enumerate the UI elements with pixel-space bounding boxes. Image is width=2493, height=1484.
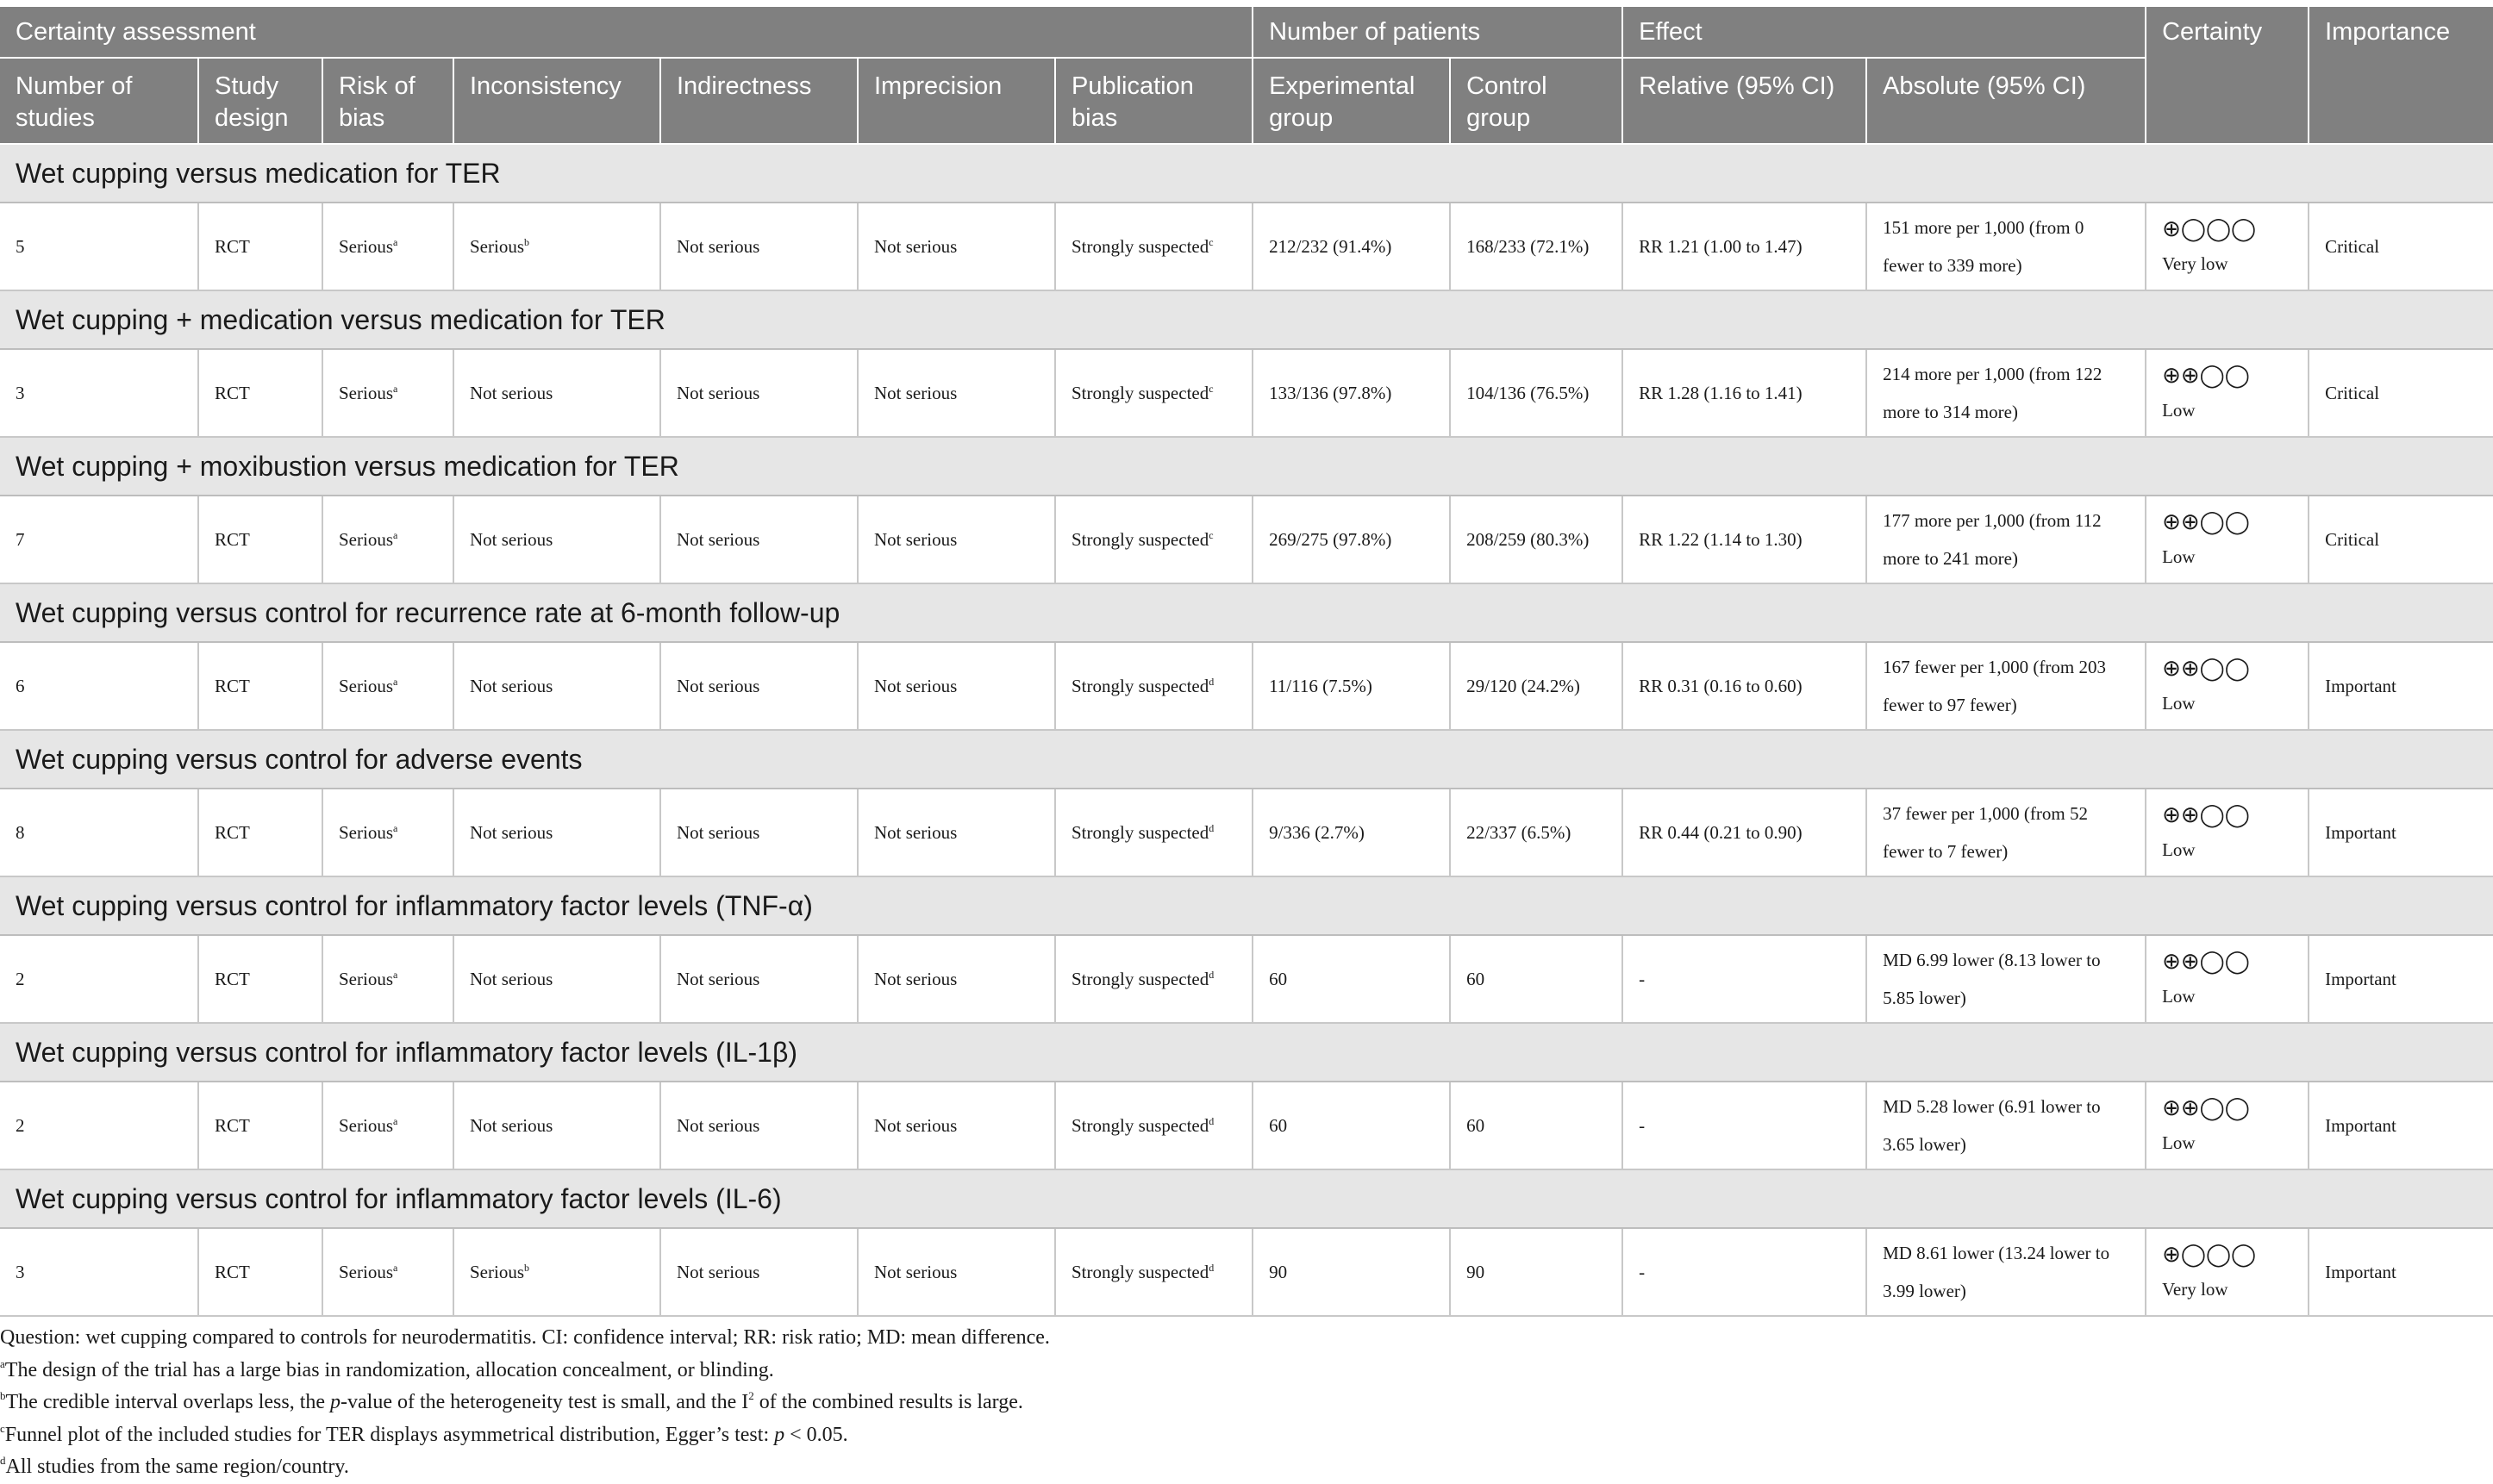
cell-certainty xyxy=(2146,1228,2309,1316)
risk-of-bias-value: Serious xyxy=(339,236,393,257)
cell-absolute-effect: 151 more per 1,000 (from 0 fewer to 339 more) xyxy=(1866,203,2146,290)
group-title: Wet cupping versus control for inflammatory factor levels (IL-1β) xyxy=(0,1023,2493,1082)
cell-risk-of-bias xyxy=(322,1082,453,1169)
risk-of-bias-value: Serious xyxy=(339,1115,393,1136)
risk-of-bias-footnote-mark: a xyxy=(393,1115,398,1127)
footnote-b-text-mid: -value of the heterogeneity test is small, and the I xyxy=(341,1391,749,1413)
header-experimental-group: Experimental group xyxy=(1253,58,1450,144)
inconsistency-value: Not serious xyxy=(470,969,553,989)
header-control-group: Control group xyxy=(1450,58,1622,144)
cell-imprecision: Not serious xyxy=(858,496,1055,583)
cell-imprecision: Not serious xyxy=(858,349,1055,437)
certainty-label: Low xyxy=(2162,986,2196,1007)
grade-evidence-table xyxy=(0,7,2493,1317)
cell-absolute-effect: MD 8.61 lower (13.24 lower to 3.99 lower) xyxy=(1866,1228,2146,1316)
header-study-design: Study design xyxy=(198,58,322,144)
cell-indirectness: Not serious xyxy=(660,349,858,437)
group-header-row xyxy=(0,1023,2493,1082)
certainty-label: Very low xyxy=(2162,253,2228,274)
cell-imprecision: Not serious xyxy=(858,203,1055,290)
footnote-d-text: All studies from the same region/country. xyxy=(5,1456,349,1478)
cell-number-of-studies: 6 xyxy=(0,642,198,730)
cell-imprecision: Not serious xyxy=(858,789,1055,876)
cell-publication-bias xyxy=(1055,203,1253,290)
certainty-label: Low xyxy=(2162,1132,2196,1153)
publication-bias-footnote-mark: d xyxy=(1209,969,1215,981)
cell-indirectness: Not serious xyxy=(660,496,858,583)
header-row-top xyxy=(0,7,2493,58)
group-header-row xyxy=(0,876,2493,935)
publication-bias-footnote-mark: c xyxy=(1209,236,1214,248)
cell-risk-of-bias xyxy=(322,203,453,290)
group-title: Wet cupping versus control for inflammatory factor levels (IL-6) xyxy=(0,1169,2493,1228)
certainty-label: Low xyxy=(2162,693,2196,714)
risk-of-bias-footnote-mark: a xyxy=(393,236,398,248)
publication-bias-value: Strongly suspected xyxy=(1072,822,1209,843)
footnote-d xyxy=(0,1451,2493,1484)
cell-publication-bias xyxy=(1055,1082,1253,1169)
table-body xyxy=(0,144,2493,1316)
header-indirectness: Indirectness xyxy=(660,58,858,144)
footnote-a-text: The design of the trial has a large bias in randomization, allocation concealment, or blinding. xyxy=(4,1358,774,1381)
cell-inconsistency xyxy=(453,935,660,1023)
footnote-c-text-start: Funnel plot of the included studies for TER displays asymmetrical distribution, Egger’s test: xyxy=(4,1423,775,1446)
header-absolute-ci: Absolute (95% CI) xyxy=(1866,58,2146,144)
publication-bias-value: Strongly suspected xyxy=(1072,1115,1209,1136)
cell-study-design: RCT xyxy=(198,935,322,1023)
cell-importance: Important xyxy=(2309,1082,2493,1169)
inconsistency-footnote-mark: b xyxy=(524,1262,529,1274)
inconsistency-value: Serious xyxy=(470,1262,524,1282)
inconsistency-value: Not serious xyxy=(470,1115,553,1136)
group-header-row xyxy=(0,583,2493,642)
cell-experimental-group: 212/232 (91.4%) xyxy=(1253,203,1450,290)
table-row xyxy=(0,935,2493,1023)
cell-certainty xyxy=(2146,496,2309,583)
footnote-c xyxy=(0,1419,2493,1452)
cell-certainty xyxy=(2146,349,2309,437)
publication-bias-footnote-mark: c xyxy=(1209,529,1214,541)
cell-study-design: RCT xyxy=(198,203,322,290)
cell-experimental-group: 133/136 (97.8%) xyxy=(1253,349,1450,437)
footnote-b-p: p xyxy=(330,1391,341,1413)
footnote-c-p: p xyxy=(774,1423,785,1446)
cell-study-design: RCT xyxy=(198,1082,322,1169)
cell-certainty xyxy=(2146,642,2309,730)
cell-indirectness: Not serious xyxy=(660,935,858,1023)
group-title: Wet cupping versus medication for TER xyxy=(0,144,2493,203)
cell-experimental-group: 60 xyxy=(1253,935,1450,1023)
cell-indirectness: Not serious xyxy=(660,642,858,730)
cell-certainty xyxy=(2146,203,2309,290)
group-title: Wet cupping + medication versus medication for TER xyxy=(0,290,2493,349)
risk-of-bias-footnote-mark: a xyxy=(393,969,398,981)
cell-absolute-effect: 214 more per 1,000 (from 122 more to 314 more) xyxy=(1866,349,2146,437)
publication-bias-footnote-mark: d xyxy=(1209,1262,1215,1274)
certainty-rating-icon: ⊕⊕◯◯ xyxy=(2162,656,2250,682)
cell-experimental-group: 9/336 (2.7%) xyxy=(1253,789,1450,876)
cell-risk-of-bias xyxy=(322,1228,453,1316)
cell-relative-effect: RR 1.21 (1.00 to 1.47) xyxy=(1622,203,1866,290)
header-relative-ci: Relative (95% CI) xyxy=(1622,58,1866,144)
cell-importance: Critical xyxy=(2309,496,2493,583)
cell-relative-effect: RR 1.28 (1.16 to 1.41) xyxy=(1622,349,1866,437)
risk-of-bias-footnote-mark: a xyxy=(393,1262,398,1274)
cell-imprecision: Not serious xyxy=(858,1082,1055,1169)
cell-certainty xyxy=(2146,1082,2309,1169)
inconsistency-value: Not serious xyxy=(470,529,553,550)
footnote-question: Question: wet cupping compared to controls for neurodermatitis. CI: confidence interval; RR: risk ratio; MD: mean difference. xyxy=(0,1326,1050,1349)
footnote-b-squared: 2 xyxy=(748,1389,754,1402)
group-title: Wet cupping versus control for recurrence rate at 6-month follow-up xyxy=(0,583,2493,642)
risk-of-bias-value: Serious xyxy=(339,969,393,989)
publication-bias-value: Strongly suspected xyxy=(1072,529,1209,550)
risk-of-bias-footnote-mark: a xyxy=(393,822,398,834)
cell-absolute-effect: 177 more per 1,000 (from 112 more to 241 more) xyxy=(1866,496,2146,583)
cell-control-group: 104/136 (76.5%) xyxy=(1450,349,1622,437)
certainty-label: Low xyxy=(2162,839,2196,860)
table-header xyxy=(0,7,2493,144)
cell-risk-of-bias xyxy=(322,496,453,583)
cell-indirectness: Not serious xyxy=(660,1082,858,1169)
certainty-label: Very low xyxy=(2162,1279,2228,1300)
risk-of-bias-value: Serious xyxy=(339,1262,393,1282)
cell-risk-of-bias xyxy=(322,349,453,437)
header-row-columns xyxy=(0,58,2493,144)
group-title: Wet cupping versus control for adverse events xyxy=(0,730,2493,789)
cell-inconsistency xyxy=(453,1228,660,1316)
cell-importance: Critical xyxy=(2309,349,2493,437)
cell-control-group: 60 xyxy=(1450,1082,1622,1169)
cell-inconsistency xyxy=(453,496,660,583)
group-title: Wet cupping + moxibustion versus medication for TER xyxy=(0,437,2493,496)
cell-number-of-studies: 2 xyxy=(0,935,198,1023)
table-row xyxy=(0,1228,2493,1316)
certainty-rating-icon: ⊕◯◯◯ xyxy=(2162,216,2257,242)
risk-of-bias-footnote-mark: a xyxy=(393,676,398,688)
publication-bias-value: Strongly suspected xyxy=(1072,969,1209,989)
publication-bias-value: Strongly suspected xyxy=(1072,383,1209,403)
table-row xyxy=(0,349,2493,437)
certainty-rating-icon: ⊕⊕◯◯ xyxy=(2162,509,2250,535)
footnote-d-mark: d xyxy=(0,1454,6,1467)
header-effect: Effect xyxy=(1622,7,2146,58)
cell-control-group: 208/259 (80.3%) xyxy=(1450,496,1622,583)
cell-relative-effect: RR 0.31 (0.16 to 0.60) xyxy=(1622,642,1866,730)
cell-risk-of-bias xyxy=(322,935,453,1023)
cell-number-of-studies: 3 xyxy=(0,349,198,437)
cell-relative-effect: - xyxy=(1622,1228,1866,1316)
cell-inconsistency xyxy=(453,1082,660,1169)
cell-indirectness: Not serious xyxy=(660,1228,858,1316)
cell-inconsistency xyxy=(453,349,660,437)
table-row xyxy=(0,496,2493,583)
cell-importance: Important xyxy=(2309,1228,2493,1316)
footnote-b-mark: b xyxy=(0,1389,6,1402)
footnote-c-mark: c xyxy=(0,1421,5,1435)
cell-importance: Important xyxy=(2309,642,2493,730)
cell-relative-effect: RR 1.22 (1.14 to 1.30) xyxy=(1622,496,1866,583)
cell-control-group: 60 xyxy=(1450,935,1622,1023)
cell-experimental-group: 11/116 (7.5%) xyxy=(1253,642,1450,730)
inconsistency-value: Not serious xyxy=(470,676,553,696)
cell-absolute-effect: MD 5.28 lower (6.91 lower to 3.65 lower) xyxy=(1866,1082,2146,1169)
cell-absolute-effect: 167 fewer per 1,000 (from 203 fewer to 97 fewer) xyxy=(1866,642,2146,730)
risk-of-bias-footnote-mark: a xyxy=(393,383,398,395)
table-row xyxy=(0,642,2493,730)
group-header-row xyxy=(0,730,2493,789)
certainty-rating-icon: ⊕⊕◯◯ xyxy=(2162,1095,2250,1121)
cell-relative-effect: RR 0.44 (0.21 to 0.90) xyxy=(1622,789,1866,876)
cell-study-design: RCT xyxy=(198,349,322,437)
certainty-rating-icon: ⊕⊕◯◯ xyxy=(2162,802,2250,828)
cell-number-of-studies: 8 xyxy=(0,789,198,876)
header-publication-bias: Publication bias xyxy=(1055,58,1253,144)
grade-table-container xyxy=(0,7,2493,1484)
risk-of-bias-value: Serious xyxy=(339,822,393,843)
risk-of-bias-footnote-mark: a xyxy=(393,529,398,541)
cell-imprecision: Not serious xyxy=(858,935,1055,1023)
header-imprecision: Imprecision xyxy=(858,58,1055,144)
cell-certainty xyxy=(2146,935,2309,1023)
cell-control-group: 22/337 (6.5%) xyxy=(1450,789,1622,876)
header-importance: Importance xyxy=(2309,7,2493,144)
publication-bias-value: Strongly suspected xyxy=(1072,676,1209,696)
footnote-b-text-end: of the combined results is large. xyxy=(753,1391,1023,1413)
cell-imprecision: Not serious xyxy=(858,1228,1055,1316)
header-number-of-studies: Number of studies xyxy=(0,58,198,144)
cell-study-design: RCT xyxy=(198,496,322,583)
cell-importance: Critical xyxy=(2309,203,2493,290)
cell-study-design: RCT xyxy=(198,642,322,730)
cell-imprecision: Not serious xyxy=(858,642,1055,730)
publication-bias-value: Strongly suspected xyxy=(1072,236,1209,257)
cell-absolute-effect: 37 fewer per 1,000 (from 52 fewer to 7 fewer) xyxy=(1866,789,2146,876)
certainty-rating-icon: ⊕⊕◯◯ xyxy=(2162,363,2250,389)
cell-risk-of-bias xyxy=(322,789,453,876)
publication-bias-footnote-mark: d xyxy=(1209,1115,1215,1127)
cell-certainty xyxy=(2146,789,2309,876)
cell-number-of-studies: 3 xyxy=(0,1228,198,1316)
cell-experimental-group: 90 xyxy=(1253,1228,1450,1316)
header-inconsistency: Inconsistency xyxy=(453,58,660,144)
cell-publication-bias xyxy=(1055,935,1253,1023)
cell-control-group: 168/233 (72.1%) xyxy=(1450,203,1622,290)
risk-of-bias-value: Serious xyxy=(339,676,393,696)
publication-bias-value: Strongly suspected xyxy=(1072,1262,1209,1282)
certainty-label: Low xyxy=(2162,546,2196,567)
cell-importance: Important xyxy=(2309,789,2493,876)
inconsistency-value: Not serious xyxy=(470,383,553,403)
cell-experimental-group: 269/275 (97.8%) xyxy=(1253,496,1450,583)
cell-publication-bias xyxy=(1055,496,1253,583)
publication-bias-footnote-mark: c xyxy=(1209,383,1214,395)
footnote-a xyxy=(0,1355,2493,1387)
header-risk-of-bias: Risk of bias xyxy=(322,58,453,144)
footnote-a-mark: a xyxy=(0,1356,5,1370)
cell-indirectness: Not serious xyxy=(660,789,858,876)
inconsistency-value: Not serious xyxy=(470,822,553,843)
cell-experimental-group: 60 xyxy=(1253,1082,1450,1169)
cell-publication-bias xyxy=(1055,1228,1253,1316)
certainty-rating-icon: ⊕⊕◯◯ xyxy=(2162,949,2250,975)
cell-publication-bias xyxy=(1055,349,1253,437)
group-header-row xyxy=(0,437,2493,496)
table-row xyxy=(0,789,2493,876)
cell-number-of-studies: 7 xyxy=(0,496,198,583)
cell-number-of-studies: 5 xyxy=(0,203,198,290)
header-number-of-patients: Number of patients xyxy=(1253,7,1622,58)
cell-inconsistency xyxy=(453,789,660,876)
table-footnotes xyxy=(0,1317,2493,1484)
table-row xyxy=(0,1082,2493,1169)
risk-of-bias-value: Serious xyxy=(339,383,393,403)
cell-absolute-effect: MD 6.99 lower (8.13 lower to 5.85 lower) xyxy=(1866,935,2146,1023)
group-header-row xyxy=(0,290,2493,349)
cell-inconsistency xyxy=(453,203,660,290)
cell-study-design: RCT xyxy=(198,1228,322,1316)
cell-control-group: 90 xyxy=(1450,1228,1622,1316)
cell-number-of-studies: 2 xyxy=(0,1082,198,1169)
publication-bias-footnote-mark: d xyxy=(1209,822,1215,834)
certainty-label: Low xyxy=(2162,400,2196,421)
group-header-row xyxy=(0,144,2493,203)
group-header-row xyxy=(0,1169,2493,1228)
cell-publication-bias xyxy=(1055,642,1253,730)
footnote-c-text-end: < 0.05. xyxy=(784,1423,848,1446)
group-title: Wet cupping versus control for inflammatory factor levels (TNF-α) xyxy=(0,876,2493,935)
cell-indirectness: Not serious xyxy=(660,203,858,290)
cell-study-design: RCT xyxy=(198,789,322,876)
inconsistency-footnote-mark: b xyxy=(524,236,529,248)
cell-relative-effect: - xyxy=(1622,935,1866,1023)
table-row xyxy=(0,203,2493,290)
footnote-b xyxy=(0,1387,2493,1419)
footnote-b-text-start: The credible interval overlaps less, the xyxy=(5,1391,331,1413)
header-certainty-assessment: Certainty assessment xyxy=(0,7,1253,58)
publication-bias-footnote-mark: d xyxy=(1209,676,1215,688)
cell-relative-effect: - xyxy=(1622,1082,1866,1169)
cell-control-group: 29/120 (24.2%) xyxy=(1450,642,1622,730)
cell-risk-of-bias xyxy=(322,642,453,730)
inconsistency-value: Serious xyxy=(470,236,524,257)
risk-of-bias-value: Serious xyxy=(339,529,393,550)
header-certainty: Certainty xyxy=(2146,7,2309,144)
cell-importance: Important xyxy=(2309,935,2493,1023)
certainty-rating-icon: ⊕◯◯◯ xyxy=(2162,1242,2257,1268)
cell-publication-bias xyxy=(1055,789,1253,876)
cell-inconsistency xyxy=(453,642,660,730)
